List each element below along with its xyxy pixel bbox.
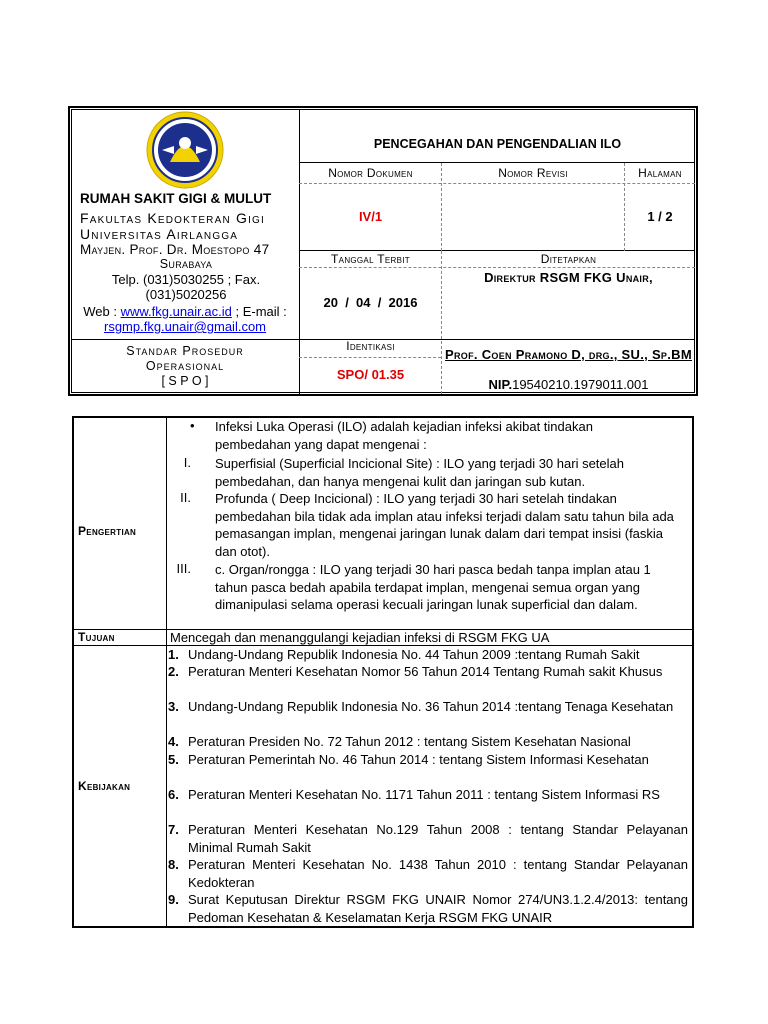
pengertian-bullet: • <box>190 418 195 433</box>
list-item: 9. Surat Keputusan Direktur RSGM FKG UNAIR Nomor 274/UN3.1.2.4/2013: tentang Pedoman Kesehatan & Keselamatan Kerja RSGM FKG UNAIR <box>168 892 688 925</box>
issue-date-value: 20 / 04 / 2016 <box>323 295 418 310</box>
pengertian-label: Pengertian <box>78 524 137 538</box>
list-item: 1. Undang-Undang Republik Indonesia No. 44 Tahun 2009 :tentang Rumah Sakit <box>168 647 640 662</box>
col-revision-number: Nomor Revisi <box>498 166 568 180</box>
address-city: Surabaya <box>159 257 213 271</box>
pengertian-intro: Infeksi Luka Operasi (ILO) adalah kejadian infeksi akibat tindakan pembedahan yang dapat mengenai : <box>215 419 593 452</box>
list-item: 7. Peraturan Menteri Kesehatan No.129 Tahun 2008 : tentang Standar Pelayanan Minimal Rumah Sakit <box>168 822 688 855</box>
page-value: 1 / 2 <box>647 209 673 224</box>
pengertian-item-3: c. Organ/rongga : ILO yang terjadi 30 hari pasca bedah tanpa implan atau 1 tahun pasca bedah apabila terdapat implan, mengenai semua organ yang dimanipulasi selama operasi kecuali jaringan lunak superficial dan dalam. <box>215 562 651 612</box>
col-doc-number: Nomor Dokumen <box>328 166 413 180</box>
pengertian-item-2: Profunda ( Deep Incicional) : ILO yang terjadi 30 hari setelah tindakan pembedahan bila tidak ada implan atau infeksi terjadi dalam satu tahun bila ada pemasangan implan, mengenai jaringan lunak dalam dari tempat insisi (faskia dan otot). <box>215 491 674 559</box>
website-link[interactable]: www.fkg.unair.ac.id <box>120 304 232 319</box>
sop-line-1: Standar Prosedur <box>126 344 244 358</box>
list-item: 3. Undang-Undang Republik Indonesia No. 36 Tahun 2014 :tentang Tenaga Kesehatan <box>168 699 674 714</box>
approver-name: Prof. Coen Pramono D, drg., SU., Sp.BM <box>445 347 692 362</box>
tujuan-label: Tujuan <box>78 630 115 644</box>
pengertian-mark-1: I. <box>183 455 191 470</box>
sop-line-3: [ S P O ] <box>161 374 209 388</box>
kebijakan-label: Kebijakan <box>78 779 131 793</box>
faculty-name: Fakultas Kedokteran Gigi <box>80 210 266 226</box>
sop-line-2: Operasional <box>145 359 225 373</box>
contact-line <box>72 304 298 334</box>
doc-number-value: IV/1 <box>358 209 383 224</box>
col-issue-date: Tanggal Terbit <box>331 252 410 266</box>
list-item: 5. Peraturan Pemerintah No. 46 Tahun 2014 : tentang Sistem Informasi Kesehatan <box>168 752 649 767</box>
org-name: RUMAH SAKIT GIGI & MULUT <box>80 191 272 206</box>
nip-value: 19540210.1979011.001 <box>512 377 649 392</box>
col-identification: Identikasi <box>346 339 395 353</box>
pengertian-mark-2: II. <box>180 490 191 505</box>
list-item: 2. Peraturan Menteri Kesehatan Nomor 56 Tahun 2014 Tentang Rumah sakit Khusus <box>168 664 663 679</box>
list-item: 4. Peraturan Presiden No. 72 Tahun 2012 : tentang Sistem Kesehatan Nasional <box>168 734 631 749</box>
address-street: Mayjen. Prof. Dr. Moestopo 47 <box>80 242 270 257</box>
pengertian-item-1: Superfisial (Superficial Incicional Site) : ILO yang terjadi 30 hari setelah pembedahan, dan hanya mengenai kulit dan jaringan sub kutan. <box>215 456 624 489</box>
university-name: Universitas Airlangga <box>80 226 239 242</box>
identification-value: SPO/ 01.35 <box>336 367 405 382</box>
pengertian-mark-3: III. <box>176 561 191 576</box>
email-link[interactable]: rsgmp.fkg.unair@gmail.com <box>103 319 267 334</box>
web-label: Web : <box>83 304 121 319</box>
col-page: Halaman <box>638 166 682 180</box>
document-title: PENCEGAHAN DAN PENGENDALIAN ILO <box>373 137 622 151</box>
nip-label: NIP. <box>488 377 513 392</box>
telp-fax: Telp. (031)5030255 ; Fax. (031)5020256 <box>111 272 261 302</box>
approver-title: Direktur RSGM FKG Unair, <box>484 270 653 285</box>
university-logo <box>140 110 230 190</box>
col-approved-by: Ditetapkan <box>540 252 597 266</box>
email-label: ; E-mail : <box>231 304 287 319</box>
list-item: 6. Peraturan Menteri Kesehatan No. 1171 Tahun 2011 : tentang Sistem Informasi RS <box>168 787 660 802</box>
kebijakan-list <box>168 646 688 928</box>
approver-nip <box>442 377 695 392</box>
tujuan-text: Mencegah dan menanggulangi kejadian infeksi di RSGM FKG UA <box>170 630 550 645</box>
list-item: 8. Peraturan Menteri Kesehatan No. 1438 Tahun 2010 : tentang Standar Pelayanan Kedokteran <box>168 857 688 890</box>
